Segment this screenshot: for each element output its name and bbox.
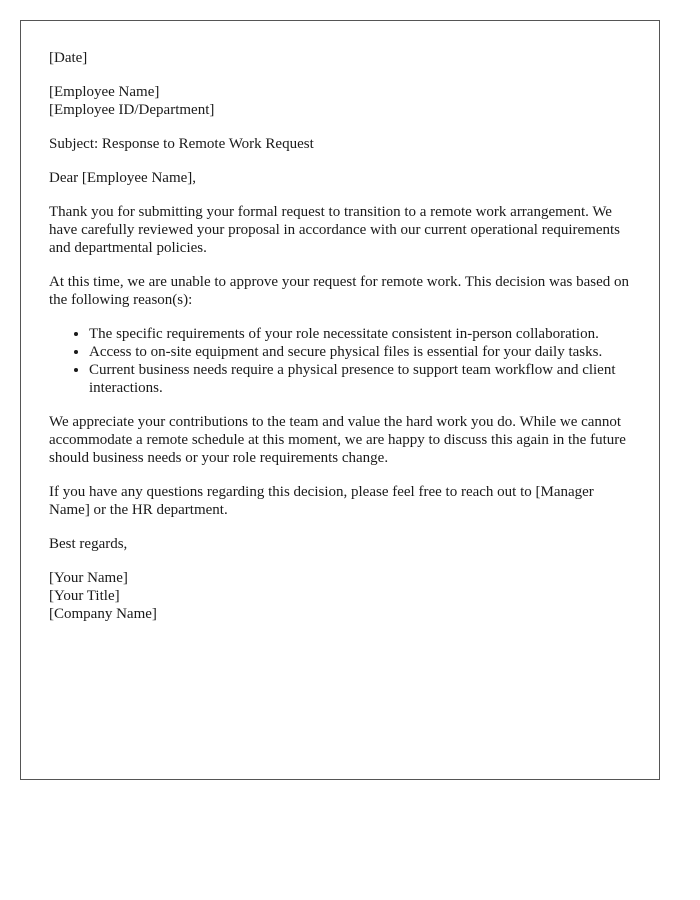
signature-block xyxy=(49,569,631,623)
signature-name: [Your Name] xyxy=(49,570,128,586)
recipient-id-department: [Employee ID/Department] xyxy=(49,102,215,118)
reason-item: • Current business needs require a physical presence to support team workflow and client interactions. xyxy=(89,361,631,397)
signature-title: [Your Title] xyxy=(49,588,120,604)
reasons-list xyxy=(49,325,631,397)
reason-item: • The specific requirements of your role necessitate consistent in-person collaboration. xyxy=(89,325,631,343)
closing: Best regards, xyxy=(49,536,128,552)
paragraph-intro: Thank you for submitting your formal request to transition to a remote work arrangement. We have carefully reviewed your proposal in accordance with our current operational requirements and departmental policies. xyxy=(49,204,621,256)
letter-page xyxy=(20,20,660,780)
paragraph-decision: At this time, we are unable to approve your request for remote work. This decision was based on the following reason(s): xyxy=(49,274,629,308)
recipient-name: [Employee Name] xyxy=(49,84,160,100)
recipient-block xyxy=(49,83,631,119)
letter-date: [Date] xyxy=(49,50,88,66)
date-block xyxy=(49,49,631,67)
subject-line: Subject: Response to Remote Work Request xyxy=(49,136,314,152)
signature-company: [Company Name] xyxy=(49,606,157,622)
paragraph-appreciation: We appreciate your contributions to the team and value the hard work you do. While we cannot accommodate a remote schedule at this moment, we are happy to discuss this again in the future should business needs or your role requirements change. xyxy=(49,414,626,466)
reason-item: • Access to on-site equipment and secure physical files is essential for your daily tasks. xyxy=(89,343,631,361)
paragraph-contact: If you have any questions regarding this decision, please feel free to reach out to [Manager Name] or the HR department. xyxy=(49,484,594,518)
salutation: Dear [Employee Name], xyxy=(49,170,197,186)
